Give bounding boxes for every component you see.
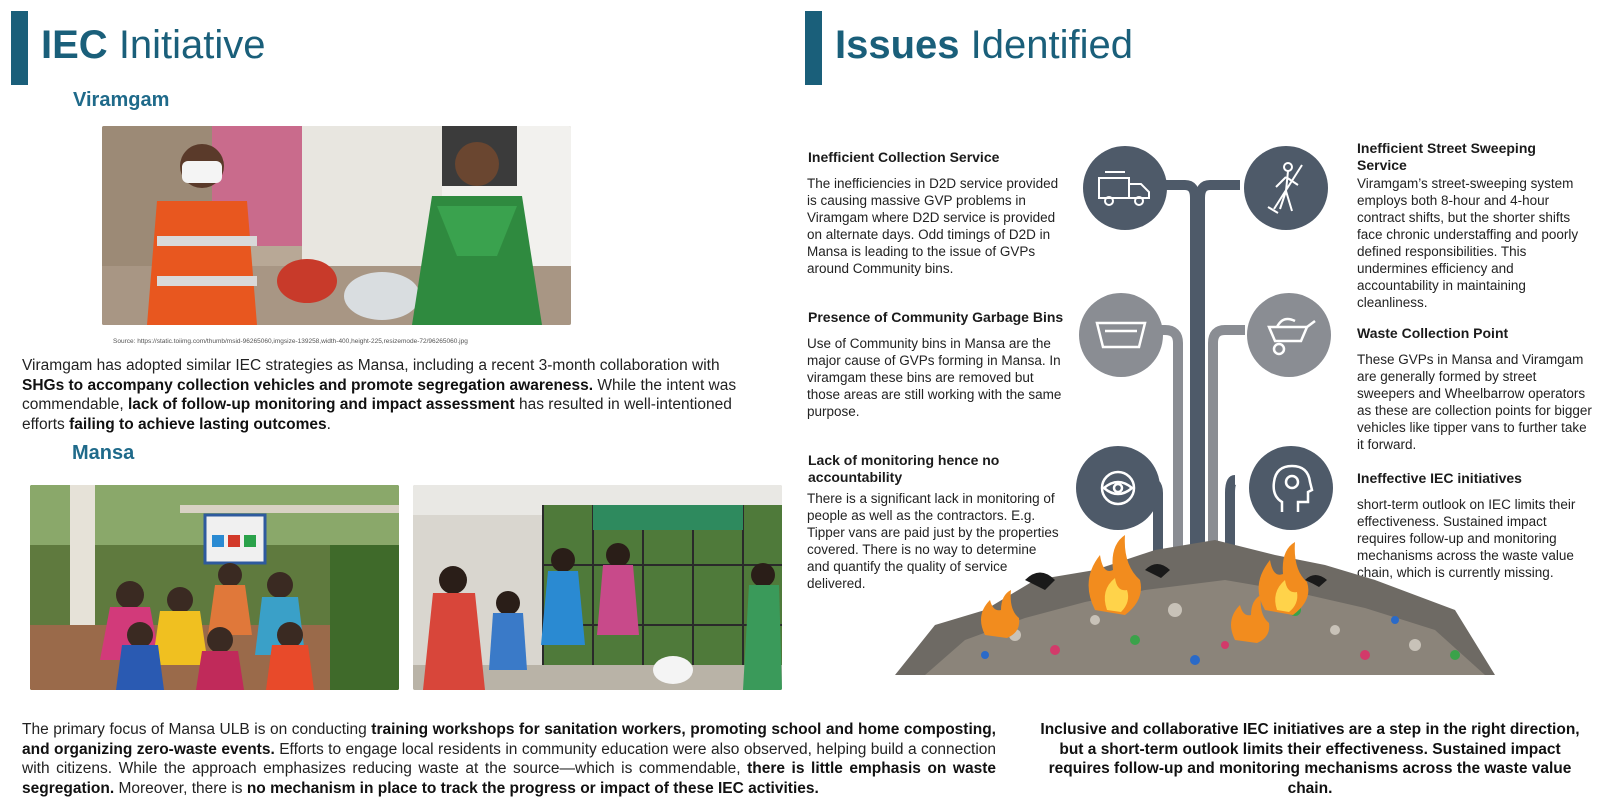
page-title-right bbox=[835, 21, 1133, 69]
viramgam-text-1: Viramgam has adopted similar IEC strategies as Mansa, including a recent 3-month collaboration with bbox=[22, 357, 720, 374]
mansa-text-1: The primary focus of Mansa ULB is on conducting bbox=[22, 721, 372, 738]
title-bold: IEC bbox=[41, 23, 108, 67]
wheelbarrow-icon bbox=[1247, 293, 1331, 377]
mansa-text-3: Efforts to engage local residents in community education were also observed, helping build a connection with citizens. While the approach emphasizes reducing waste at the source—which is commendable, bbox=[22, 740, 997, 777]
street-sweeper-icon bbox=[1244, 146, 1328, 230]
issue-heading-iec: Ineffective IEC initiatives bbox=[1357, 470, 1522, 486]
issue-text-community-bins: Use of Community bins in Mansa are the major cause of GVPs forming in Mansa. In viramgam these bins are removed but those areas are still working with the same purpose. bbox=[807, 336, 1062, 419]
viramgam-text-7: . bbox=[326, 415, 331, 433]
mansa-paragraph bbox=[22, 720, 996, 798]
viramgam-text-5: has resulted in well-intentioned efforts bbox=[22, 396, 732, 433]
mansa-text-5: Moreover, there is bbox=[114, 779, 247, 797]
viramgam-text-6: failing to achieve lasting outcomes bbox=[69, 415, 327, 433]
issue-heading-collection-point: Waste Collection Point bbox=[1357, 325, 1509, 341]
mansa-text-6: no mechanism in place to track the progress or impact of these IEC activities. bbox=[246, 779, 819, 797]
mansa-text-4: there is little emphasis on waste segregation. bbox=[22, 760, 997, 797]
issues-infographic bbox=[895, 140, 1505, 680]
issue-heading-monitoring: Lack of monitoring hence no accountability bbox=[808, 452, 1000, 485]
monitoring-eye-gear-icon bbox=[1076, 446, 1160, 530]
issue-text-collection: The inefficiencies in D2D service provided is causing massive GVP problems in Viramgam where D2D service is provided on alternate days. Odd timings of D2D in Mansa is leading to the issue of GVPs around Community bins. bbox=[807, 176, 1059, 276]
issue-text-iec: short-term outlook on IEC limits their effectiveness. Sustained impact requires follow-up and monitoring mechanisms across the waste value chain, which is currently missing. bbox=[1357, 497, 1576, 580]
skip-bin-icon bbox=[1079, 293, 1163, 377]
mansa-garden-photo bbox=[413, 485, 782, 690]
mansa-heading: Mansa bbox=[72, 442, 135, 464]
issue-text-street-sweeping: Viramgam’s street-sweeping system employs both 8-hour and 4-hour contract shifts, but the shorter shifts face chronic understaffing and poorly defined responsibilities. This undermines efficiency and accountability in maintaining cleanliness. bbox=[1357, 176, 1579, 310]
conclusion-text: Inclusive and collaborative IEC initiatives are a step in the right direction, but a short-term outlook limits their effectiveness. Sustained impact requires follow-up and monitoring mechanisms across the waste value chain. bbox=[1040, 721, 1580, 797]
mansa-text-2: training workshops for sanitation workers, promoting school and home composting, and organizing zero-waste events. bbox=[22, 721, 996, 758]
issue-text-monitoring: There is a significant lack in monitoring of people as well as the contractors. E.g. Tipper vans are paid just by the properties covered. There is no way to determine and quantify the quality of service delivered. bbox=[807, 491, 1059, 591]
photo-source-caption: Source: https://static.toiimg.com/thumb/msid-96265060,imgsize-139258,width-400,height-225,resizemode-72/96265060.jpg bbox=[113, 338, 468, 345]
viramgam-text-3: While the intent was commendable, bbox=[22, 376, 737, 413]
viramgam-text-4: lack of follow-up monitoring and impact assessment bbox=[127, 396, 515, 413]
viramgam-photo bbox=[102, 126, 571, 325]
title-bold-right: Issues bbox=[835, 23, 960, 67]
head-gear-icon bbox=[1249, 446, 1333, 530]
fire-icon bbox=[1089, 535, 1141, 615]
viramgam-heading: Viramgam bbox=[73, 89, 170, 111]
page-title-left bbox=[41, 21, 266, 69]
garbage-truck-icon bbox=[1083, 146, 1167, 230]
viramgam-paragraph bbox=[22, 356, 752, 434]
title-light: Initiative bbox=[118, 23, 266, 67]
issue-text-collection-point: These GVPs in Mansa and Viramgam are generally formed by street sweepers and Wheelbarrow operators as these are collection points for bigger vehicles like tipper vans to further take it forward. bbox=[1357, 352, 1592, 452]
viramgam-text-2: SHGs to accompany collection vehicles and promote segregation awareness. bbox=[22, 376, 594, 394]
title-accent-bar-right bbox=[805, 11, 822, 85]
issue-heading-community-bins: Presence of Community Garbage Bins bbox=[808, 309, 1064, 325]
mansa-workshop-photo bbox=[30, 485, 399, 690]
title-light-right: Identified bbox=[970, 23, 1133, 67]
issue-heading-collection: Inefficient Collection Service bbox=[808, 149, 1000, 165]
title-accent-bar bbox=[11, 11, 28, 85]
issue-heading-street-sweeping: Inefficient Street Sweeping Service bbox=[1357, 140, 1536, 173]
